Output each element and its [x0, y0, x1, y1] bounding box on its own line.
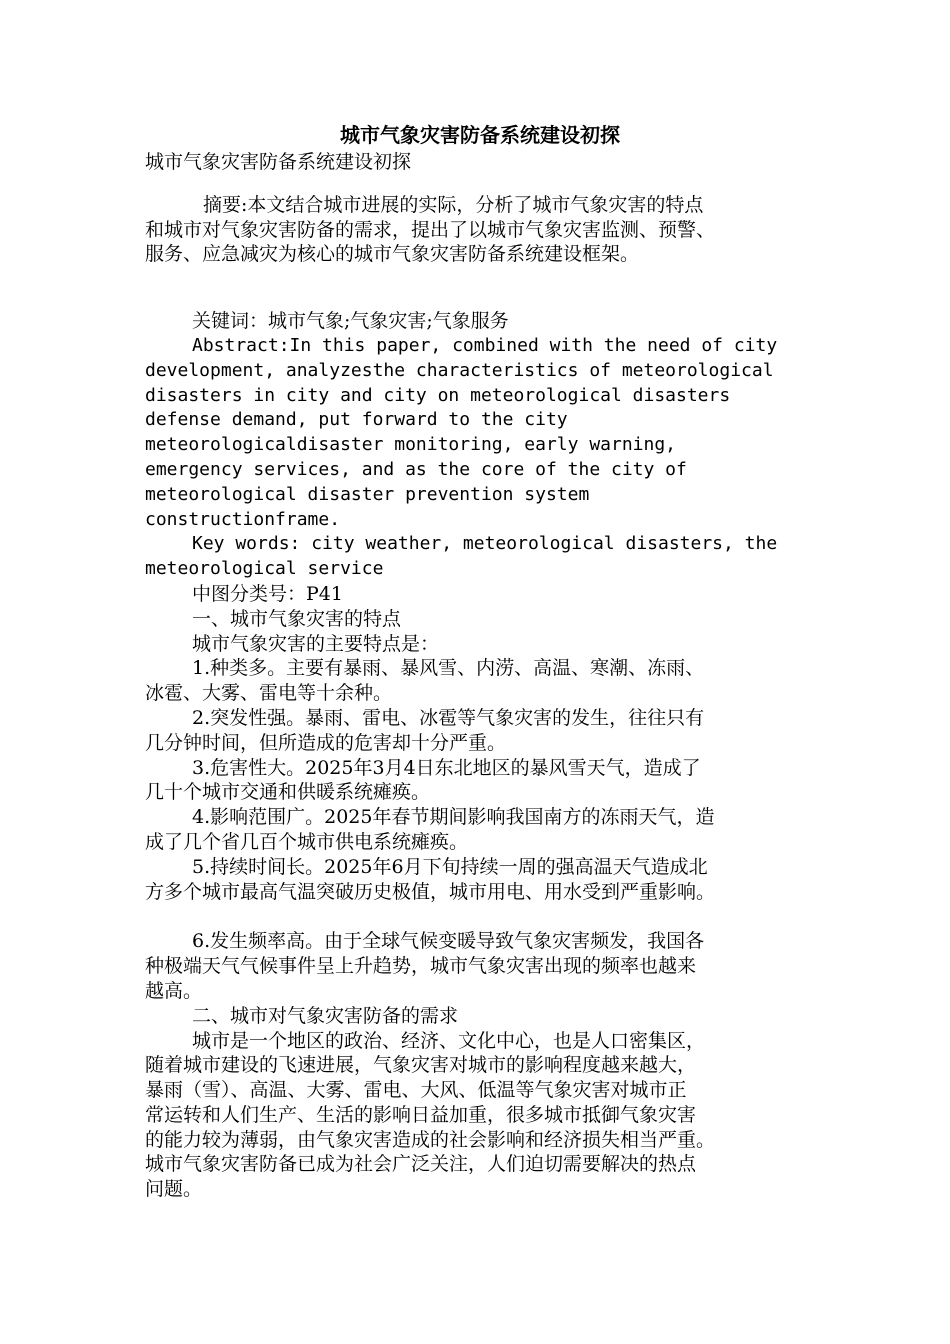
abstract-en-line: disasters in city and city on meteorological disasters	[145, 384, 731, 406]
spacer	[145, 267, 815, 309]
paragraph-line: 常运转和人们生产、生活的影响日益加重，很多城市抵御气象灾害	[145, 1103, 697, 1126]
list-item-line: 越高。	[145, 979, 203, 1002]
list-item-line: 2.突发性强。暴雨、雷电、冰雹等气象灾害的发生，往往只有	[192, 706, 705, 729]
abstract-cn-line: 和城市对气象灾害防备的需求，提出了以城市气象灾害监测、预警、	[145, 218, 716, 241]
classification-number: 中图分类号：P41	[192, 582, 343, 605]
abstract-en-line: meteorologicaldisaster monitoring, early warning,	[145, 434, 677, 456]
list-item	[145, 855, 815, 905]
list-item	[145, 805, 815, 855]
document-page	[145, 120, 815, 1202]
list-item-line: 几分钟时间，但所造成的危害却十分严重。	[145, 731, 507, 754]
spacer	[145, 175, 815, 193]
list-item-line: 种极端天气气候事件呈上升趋势，城市气象灾害出现的频率也越来	[145, 955, 697, 978]
keywords-cn: 关键词：城市气象;气象灾害;气象服务	[192, 310, 509, 333]
paragraph-line: 暴雨（雪）、高温、大雾、雷电、大风、低温等气象灾害对城市正	[145, 1079, 687, 1102]
document-title: 城市气象灾害防备系统建设初探	[340, 123, 620, 147]
list-item	[145, 656, 815, 706]
feature-list	[145, 656, 815, 1003]
list-item	[145, 929, 815, 1003]
abstract-en-line: defense demand, put forward to the city	[145, 409, 568, 431]
spacer	[145, 904, 815, 929]
keywords-en	[145, 532, 815, 582]
list-item-line: 3.危害性大。2025年3月4日东北地区的暴风雪天气，造成了	[192, 756, 701, 779]
abstract-en-line: constructionframe.	[145, 508, 341, 530]
abstract-cn-line: 摘要:本文结合城市进展的实际，分析了城市气象灾害的特点	[203, 193, 704, 216]
list-item-line: 几十个城市交通和供暖系统瘫痪。	[145, 781, 431, 804]
abstract-en-line: emergency services, and as the core of the city of	[145, 458, 687, 480]
list-item	[145, 756, 815, 806]
paragraph-line: 城市是一个地区的政治、经济、文化中心，也是人口密集区，	[192, 1029, 706, 1052]
list-item-line: 6.发生频率高。由于全球气候变暖导致气象灾害频发，我国各	[192, 930, 705, 953]
section-heading: 二、城市对气象灾害防备的需求	[192, 1004, 459, 1027]
section-intro: 城市气象灾害的主要特点是：	[192, 632, 440, 655]
paragraph-line: 城市气象灾害防备已成为社会广泛关注，人们迫切需要解决的热点	[145, 1153, 697, 1176]
section-heading: 一、城市气象灾害的特点	[192, 607, 402, 630]
document-subtitle: 城市气象灾害防备系统建设初探	[145, 151, 412, 173]
section-body	[145, 1029, 815, 1203]
abstract-cn	[145, 193, 815, 267]
abstract-en-line: Abstract:In this paper, combined with the need of city	[192, 334, 778, 356]
list-item-line: 方多个城市最高气温突破历史极值，城市用电、用水受到严重影响。	[145, 880, 716, 903]
abstract-en	[145, 334, 815, 532]
list-item-line: 1.种类多。主要有暴雨、暴风雪、内涝、高温、寒潮、冻雨、	[192, 657, 705, 680]
paragraph-line: 问题。	[145, 1178, 203, 1201]
keywords-en-line: Key words: city weather, meteorological disasters, the	[192, 533, 778, 555]
paragraph-line: 的能力较为薄弱，由气象灾害造成的社会影响和经济损失相当严重。	[145, 1128, 716, 1151]
list-item-line: 成了几个省几百个城市供电系统瘫痪。	[145, 830, 469, 853]
keywords-en-line: meteorological service	[145, 558, 384, 580]
list-item-line: 4.影响范围广。2025年春节期间影响我国南方的冻雨天气，造	[192, 806, 715, 829]
abstract-en-line: meteorological disaster prevention system	[145, 483, 590, 505]
abstract-en-line: development, analyzesthe characteristics of meteorological	[145, 359, 774, 381]
abstract-cn-line: 服务、应急减灾为核心的城市气象灾害防备系统建设框架。	[145, 243, 640, 266]
list-item-line: 冰雹、大雾、雷电等十余种。	[145, 682, 393, 705]
list-item-line: 5.持续时间长。2025年6月下旬持续一周的强高温天气造成北	[192, 855, 708, 878]
paragraph-line: 随着城市建设的飞速进展，气象灾害对城市的影响程度越来越大，	[145, 1054, 697, 1077]
list-item	[145, 706, 815, 756]
